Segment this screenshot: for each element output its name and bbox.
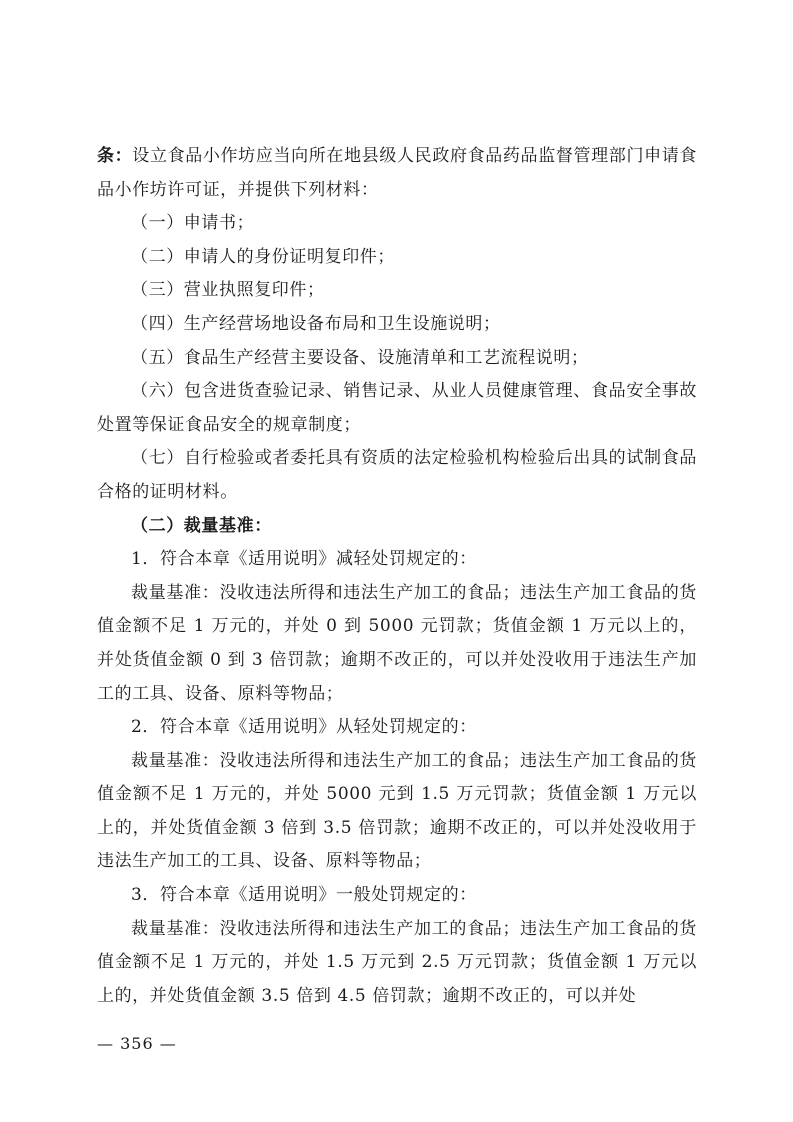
lead-prefix: 条： xyxy=(97,146,133,166)
item-heading-2: 2．符合本章《适用说明》从轻处罚规定的： xyxy=(131,717,477,738)
item-heading-3: 3．符合本章《适用说明》一般处罚规定的： xyxy=(131,885,477,906)
section-heading: （二）裁量基准： xyxy=(131,515,272,536)
material-item-6: （六）包含进货查验记录、销售记录、从业人员健康管理、食品安全事故处置等保证食品安全的规章制度； xyxy=(97,381,697,435)
document-body xyxy=(97,140,697,1013)
item-heading-1: 1．符合本章《适用说明》减轻处罚规定的： xyxy=(131,549,477,570)
lead-text: 设立食品小作坊应当向所在地县级人民政府食品药品监督管理部门申请食品小作坊许可证，并提供下列材料： xyxy=(97,146,697,200)
item-standard-3: 裁量基准：没收违法所得和违法生产加工的食品；违法生产加工食品的货值金额不足 1 万元的，并处 1.5 万元到 2.5 万元罚款；货值金额 1 万元以上的，并处货值金额 3.5 倍到 4.5 倍罚款；逾期不改正的，可以并处 xyxy=(97,918,697,1006)
material-item-1: （一）申请书； xyxy=(131,213,255,234)
lead-paragraph xyxy=(97,140,697,207)
material-item-3: （三）营业执照复印件； xyxy=(131,280,325,301)
material-item-4: （四）生产经营场地设备布局和卫生设施说明； xyxy=(131,313,501,334)
material-item-7: （七）自行检验或者委托具有资质的法定检验机构检验后出具的试制食品合格的证明材料。 xyxy=(97,448,697,502)
page-number: — 356 — xyxy=(97,1034,177,1053)
item-standard-1: 裁量基准：没收违法所得和违法生产加工的食品；违法生产加工食品的货值金额不足 1 万元的，并处 0 到 5000 元罚款；货值金额 1 万元以上的，并处货值金额 0 到 3 倍罚款；逾期不改正的，可以并处没收用于违法生产加工的工具、设备、原料等物品； xyxy=(97,582,697,704)
material-item-5: （五）食品生产经营主要设备、设施清单和工艺流程说明； xyxy=(131,347,589,368)
material-item-2: （二）申请人的身份证明复印件； xyxy=(131,246,395,267)
item-standard-2: 裁量基准：没收违法所得和违法生产加工的食品；违法生产加工食品的货值金额不足 1 万元的，并处 5000 元到 1.5 万元罚款；货值金额 1 万元以上的，并处货值金额 3 倍到 3.5 倍罚款；逾期不改正的，可以并处没收用于违法生产加工的工具、设备、原料等物品； xyxy=(97,750,697,872)
